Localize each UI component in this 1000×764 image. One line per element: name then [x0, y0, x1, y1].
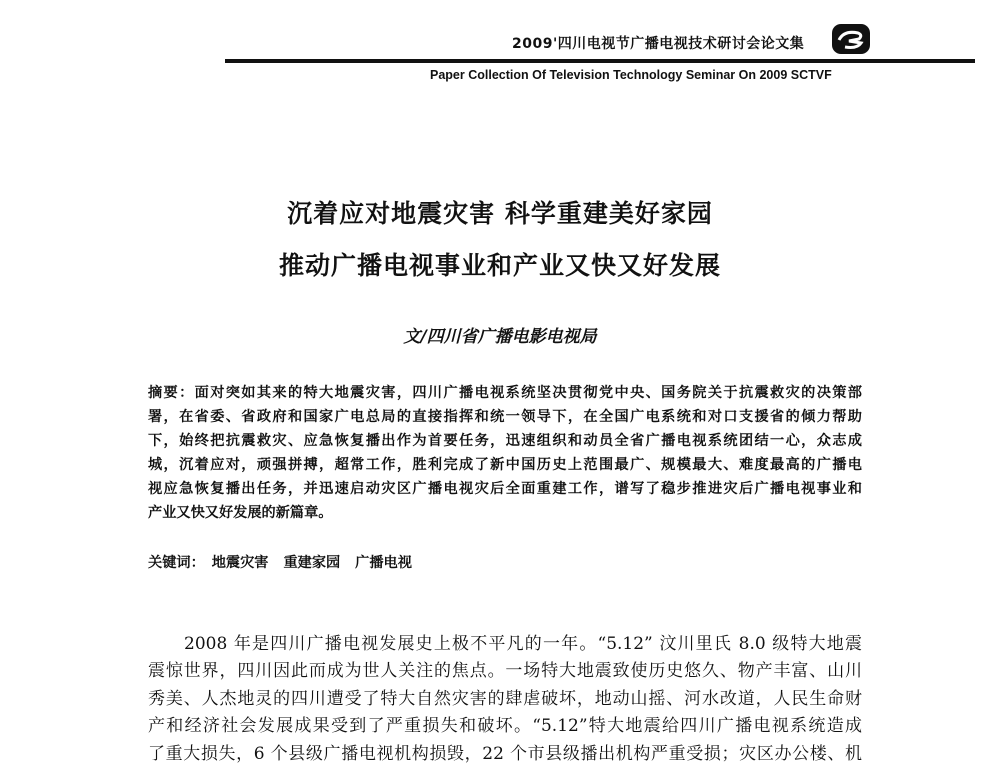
body-line: 产和经济社会发展成果受到了严重损失和破坏。“5.12”特大地震给四川广播电视系统造成: [148, 716, 862, 736]
article-author: 文/四川省广播电影电视局: [403, 327, 597, 347]
article-title-line-1: 沉着应对地震灾害 科学重建美好家园: [287, 199, 713, 228]
sctvf-logo-icon: [832, 24, 870, 54]
abstract-line: 城，沉着应对，顽强拼搏，超常工作，胜利完成了新中国历史上范围最广、规模最大、难度最高的广播电: [148, 457, 862, 473]
abstract-line: 署，在省委、省政府和国家广电总局的直接指挥和统一领导下，在全国广电系统和对口支援省的倾力帮助: [148, 409, 862, 425]
keyword: 广播电视: [355, 555, 412, 571]
body-line: 震惊世界，四川因此而成为世人关注的焦点。一场特大地震致使历史悠久、物产丰富、山川: [148, 661, 862, 681]
body-line: 2008 年是四川广播电视发展史上极不平凡的一年。“5.12” 汶川里氏 8.0 级特大地震: [184, 634, 862, 654]
header-title-cn: 2009'四川电视节广播电视技术研讨会论文集: [512, 36, 805, 52]
keywords: [148, 552, 422, 572]
body-line: 了重大损失，6 个县级广播电视机构损毁，22 个市县级播出机构严重受损；灾区办公楼、机: [148, 744, 862, 764]
abstract-line: 视应急恢复播出任务，并迅速启动灾区广播电视灾后全面重建工作，谱写了稳步推进灾后广播电视事业和: [148, 481, 862, 497]
abstract-line: 产业又快又好发展的新篇章。: [148, 505, 333, 521]
body-line: 秀美、人杰地灵的四川遭受了特大自然灾害的肆虐破坏，地动山摇、河水改道，人民生命财: [148, 689, 862, 709]
header-title-en: Paper Collection Of Television Technology Seminar On 2009 SCTVF: [430, 68, 832, 82]
header-rule: [225, 59, 975, 63]
keywords-label: 关键词：: [148, 555, 205, 571]
abstract-line: 下，始终把抗震救灾、应急恢复播出作为首要任务，迅速组织和动员全省广播电视系统团结一心，众志成: [148, 433, 862, 449]
keyword: 地震灾害: [211, 555, 269, 571]
article-title-line-2: 推动广播电视事业和产业又快又好发展: [278, 251, 721, 280]
keyword: 重建家园: [283, 555, 341, 571]
abstract-line: 摘要：面对突如其来的特大地震灾害，四川广播电视系统坚决贯彻党中央、国务院关于抗震救灾的决策部: [148, 385, 862, 401]
